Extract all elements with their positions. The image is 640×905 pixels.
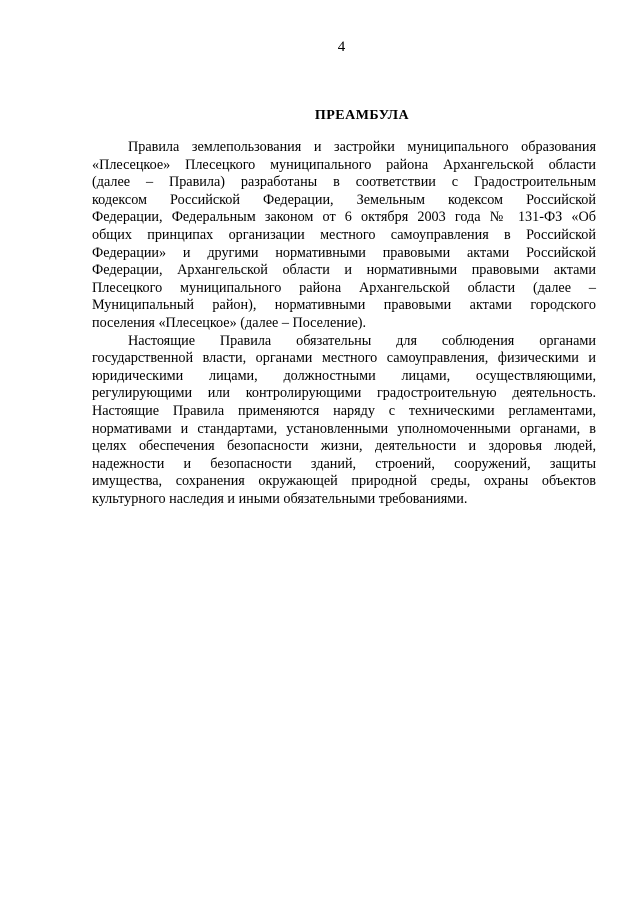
text-line: кодексом Российской Федерации, Земельным кодексом Российской xyxy=(92,191,596,208)
document-body xyxy=(92,139,596,508)
paragraph-1 xyxy=(92,139,596,333)
text-line: Федерации, Федеральным законом от 6 октября 2003 года № 131-ФЗ «Об xyxy=(92,209,596,226)
text-line: Настоящие Правила обязательны для соблюдения органами xyxy=(128,332,596,349)
text-line: Федерации» и другими нормативными правовыми актами Российской xyxy=(92,244,596,261)
text-line: регулирующими или контролирующими градостроительную деятельность. xyxy=(92,385,596,402)
text-line: целях обеспечения безопасности жизни, деятельности и здоровья людей, xyxy=(92,438,596,455)
text-line: государственной власти, органами местного самоуправления, физическими и xyxy=(92,350,596,367)
text-line: нормативами и стандартами, установленными уполномоченными органами, в xyxy=(92,420,596,437)
text-line: Правила землепользования и застройки муниципального образования xyxy=(128,139,596,155)
text-line: «Плесецкое» Плесецкого муниципального района Архангельской области xyxy=(92,156,596,173)
section-title: ПРЕАМБУЛА xyxy=(314,108,410,123)
page-number: 4 xyxy=(337,39,346,55)
paragraph-2 xyxy=(92,333,596,509)
text-line: Плесецкого муниципального района Архангельской области (далее – xyxy=(92,279,596,296)
text-line: поселения «Плесецкое» (далее – Поселение). xyxy=(92,314,367,331)
text-line: Настоящие Правила применяются наряду с техническими регламентами, xyxy=(92,402,596,419)
text-line: имущества, сохранения окружающей природной среды, охраны объектов xyxy=(92,473,596,490)
text-line: общих принципах организации местного самоуправления в Российской xyxy=(92,226,596,243)
text-line: (далее – Правила) разработаны в соответствии с Градостроительным xyxy=(92,174,596,191)
text-line: надежности и безопасности зданий, строений, сооружений, защиты xyxy=(92,455,596,472)
text-line: Федерации, Архангельской области и нормативными правовыми актами xyxy=(92,262,596,279)
text-line: Муниципальный район), нормативными правовыми актами городского xyxy=(92,297,596,314)
text-line: культурного наследия и иными обязательными требованиями. xyxy=(92,490,468,507)
text-line: юридическими лицами, должностными лицами, осуществляющими, xyxy=(92,367,596,384)
